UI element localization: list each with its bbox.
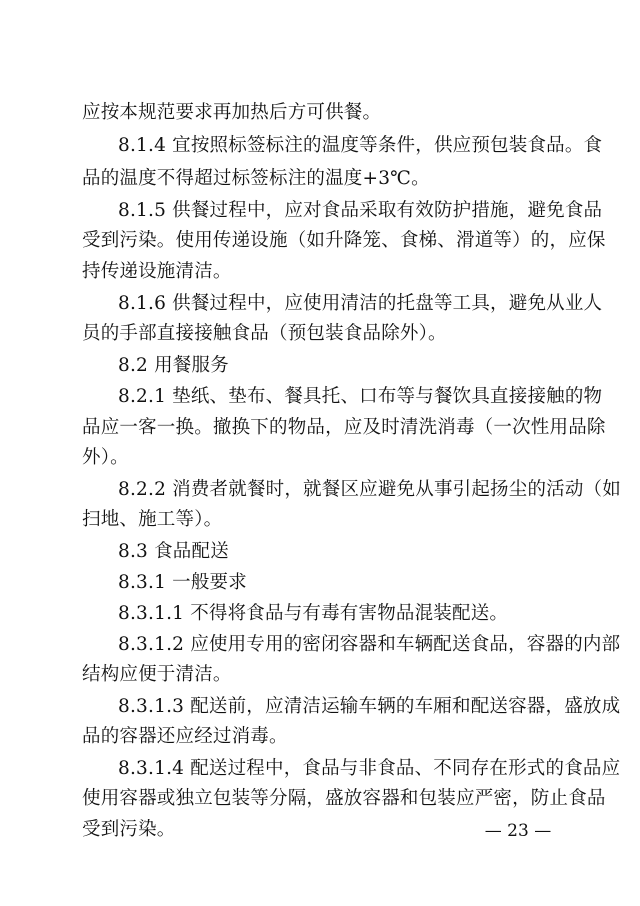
text-line-11: 品应一客一换。撤换下的物品，应及时清洗消毒（一次性用品除 xyxy=(82,417,606,438)
text-line-17: 8.3.1.1 不得将食品与有毒有害物品混装配送。 xyxy=(118,603,509,624)
text-line-20: 8.3.1.3 配送前，应清洁运输车辆的车厢和配送容器，盛放成 xyxy=(118,696,621,717)
text-line-24: 受到污染。 xyxy=(82,819,176,840)
text-line-8: 员的手部直接接触食品（预包装食品除外）。 xyxy=(82,323,447,344)
text-line-22: 8.3.1.4 配送过程中，食品与非食品、不同存在形式的食品应 xyxy=(118,758,621,779)
text-line-10: 8.2.1 垫纸、垫布、餐具托、口布等与餐饮具直接接触的物 xyxy=(118,386,603,407)
section-heading-8-2: 8.2 用餐服务 xyxy=(118,355,229,376)
text-line-6: 持传递设施清洁。 xyxy=(82,261,232,282)
subsection-heading-8-3-1: 8.3.1 一般要求 xyxy=(118,572,247,593)
text-line-5: 受到污染。使用传递设施（如升降笼、食梯、滑道等）的，应保 xyxy=(82,230,606,251)
text-line-2: 8.1.4 宜按照标签标注的温度等条件，供应预包装食品。食 xyxy=(118,135,603,156)
text-line-18: 8.3.1.2 应使用专用的密闭容器和车辆配送食品，容器的内部 xyxy=(118,634,621,655)
text-line-3: 品的温度不得超过标签标注的温度+3℃。 xyxy=(82,168,430,189)
text-line-1: 应按本规范要求再加热后方可供餐。 xyxy=(82,102,382,123)
text-line-19: 结构应便于清洁。 xyxy=(82,664,232,685)
text-line-4: 8.1.5 供餐过程中，应对食品采取有效防护措施，避免食品 xyxy=(118,200,603,221)
section-heading-8-3: 8.3 食品配送 xyxy=(118,541,229,562)
text-line-21: 品的容器还应经过消毒。 xyxy=(82,726,288,747)
text-line-13: 8.2.2 消费者就餐时，就餐区应避免从事引起扬尘的活动（如 xyxy=(118,479,621,500)
text-line-12: 外）。 xyxy=(82,447,129,468)
text-line-14: 扫地、施工等）。 xyxy=(82,509,223,530)
text-line-23: 使用容器或独立包装等分隔，盛放容器和包装应严密，防止食品 xyxy=(82,788,606,809)
page-number: — 23 — xyxy=(484,821,552,841)
text-line-7: 8.1.6 供餐过程中，应使用清洁的托盘等工具，避免从业人 xyxy=(118,293,603,314)
